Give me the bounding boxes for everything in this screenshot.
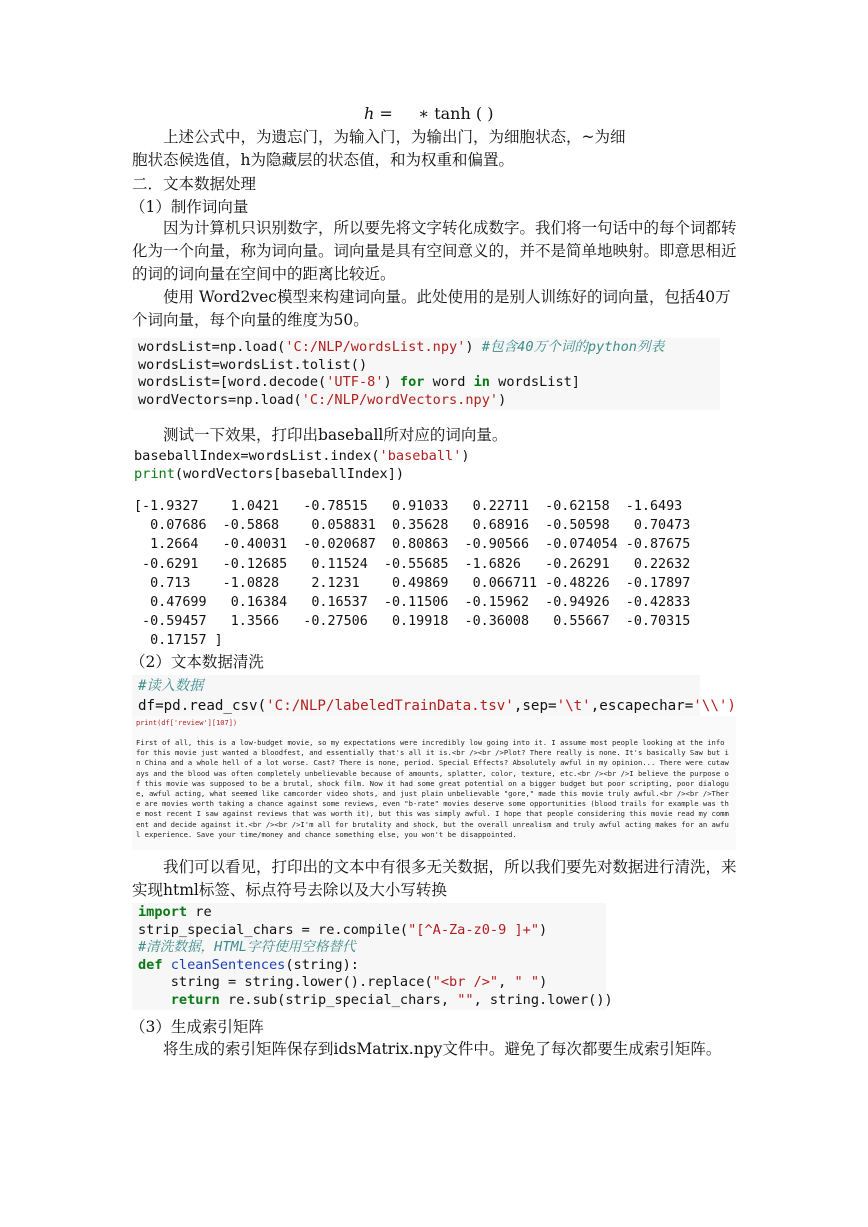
paragraph-cleaning: 我们可以看见，打印出的文本中有很多无关数据，所以我们要先对数据进行清洗，来实现html标签、标点符号去除以及大小写转换 xyxy=(132,858,737,899)
review-output-text: First of all, this is a low-budget movie, so my expectations were incredibly low going into it. I assume most people looking at the info for this movie just wanted a bloodfest, and essentially that's all it is.<br /><br />Plot? There really is none. It's basically Saw but in China and a whole hell of a lot worse. Cast? There is none, period. Special Effects? Absolutely awful in my opinion... There were cutaways and the blood was often completely unbelievable because of amounts, splatter, color, texture, etc.<br /><br />I believe the purpose of this movie was supposed to be a brutal, shock film. Now it had some great potential on a bigger budget but poor scripting, poor dialogue, awful acting, what seemed like camcorder video shots, and just plain unbelievable "gore," made this movie truly awful.<br /><br />There are movies worth taking a chance against some reviews, even "b-rate" movies deserve some opportunities (blood trails for example was the most recent I saw against reviews that was worth it), but this was simply awful. I hope that people considering this movie read my comment and decide against it.<br /><br />I'm all for brutality and shock, but the overall unrealism and truly awful acting makes for an awful experience. Save your time/money and chance something else, you won't be disappointed. xyxy=(136,738,729,839)
formula-explanation-line1: 上述公式中，为遗忘门，为输入门，为输出门，为细胞状态，~为细 xyxy=(163,128,626,146)
vector-row: 0.07686 -0.5868 0.058831 0.35628 0.68916 -0.50598 0.70473 xyxy=(134,518,691,534)
vector-row: -0.59457 1.3566 -0.27506 0.19918 -0.36008 0.55667 -0.70315 xyxy=(134,614,691,630)
formula-eq: = xyxy=(379,104,393,123)
paragraph-word-vectors: 因为计算机只识别数字，所以要先将文字转化成数字。我们将一句话中的每个词都转化为一个向量，称为词向量。词向量是具有空间意义的，并不是简单地映射。即意思相近的词的词向量在空间中的距离比较近。 xyxy=(132,219,737,283)
subheading-3: （3）生成索引矩阵 xyxy=(130,1018,264,1036)
formula-lhs: h xyxy=(364,104,375,123)
subheading-1: （1）制作词向量 xyxy=(130,198,249,216)
vector-row: 1.2664 -0.40031 -0.020687 0.80863 -0.90566 -0.074054 -0.87675 xyxy=(134,537,691,553)
formula-explanation-line2: 胞状态候选值，h为隐藏层的状态值，和为权重和偏置。 xyxy=(132,151,514,169)
lstm-formula xyxy=(364,104,493,123)
vector-row: -0.6291 -0.12685 0.11524 -0.55685 -1.6826 -0.26291 0.22632 xyxy=(134,556,691,572)
vector-row: 0.17157 ] xyxy=(134,633,223,649)
section-heading: 二．文本数据处理 xyxy=(132,175,257,193)
paragraph-ids-matrix: 将生成的索引矩阵保存到idsMatrix.npy文件中。避免了每次都要生成索引矩阵。 xyxy=(163,1040,722,1058)
paragraph-word2vec: 使用 Word2vec模型来构建词向量。此处使用的是别人训练好的词向量，包括40万个词向量，每个向量的维度为50。 xyxy=(132,288,731,329)
vector-row: 0.47699 0.16384 0.16537 -0.11506 -0.15962 -0.94926 -0.42833 xyxy=(134,595,691,611)
vector-row: [-1.9327 1.0421 -0.78515 0.91033 0.22711 -0.62158 -1.6493 xyxy=(134,499,683,514)
vector-row: 0.713 -1.0828 2.1231 0.49869 0.066711 -0.48226 -0.17897 xyxy=(134,575,691,591)
paragraph-test: 测试一下效果，打印出baseball所对应的词向量。 xyxy=(163,426,508,444)
code-block-load-words: wordsList=np.load('C:/NLP/wordsList.npy') #包含40万个词的python列表 wordsList=wordsList.tolist() wordsList=[word.decode('UTF-8') for word in wordsList] wordVectors=np.load('C:/NLP/wordVectors.npy') xyxy=(132,338,720,410)
formula-rest: ∗ tanh ( ) xyxy=(418,104,494,123)
code-block-baseball: baseballIndex=wordsList.index('baseball') print(wordVectors[baseballIndex]) xyxy=(128,447,476,484)
code-block-clean: import re strip_special_chars = re.compile("[^A-Za-z0-9 ]+") #清洗数据，HTML字符使用空格替代 def cleanSentences(string): string = string.lower().replace("<br />", " ") return re.sub(strip_special_chars, "", string.lower()) xyxy=(132,903,606,1010)
vector-output xyxy=(134,497,690,651)
print-review-code: print(df['review'][107]) xyxy=(136,719,238,727)
code-block-read-csv: #读入数据 df=pd.read_csv('C:/NLP/labeledTrainData.tsv',sep='\t',escapechar='\\') xyxy=(132,675,700,717)
subheading-2: （2）文本数据清洗 xyxy=(130,653,264,671)
